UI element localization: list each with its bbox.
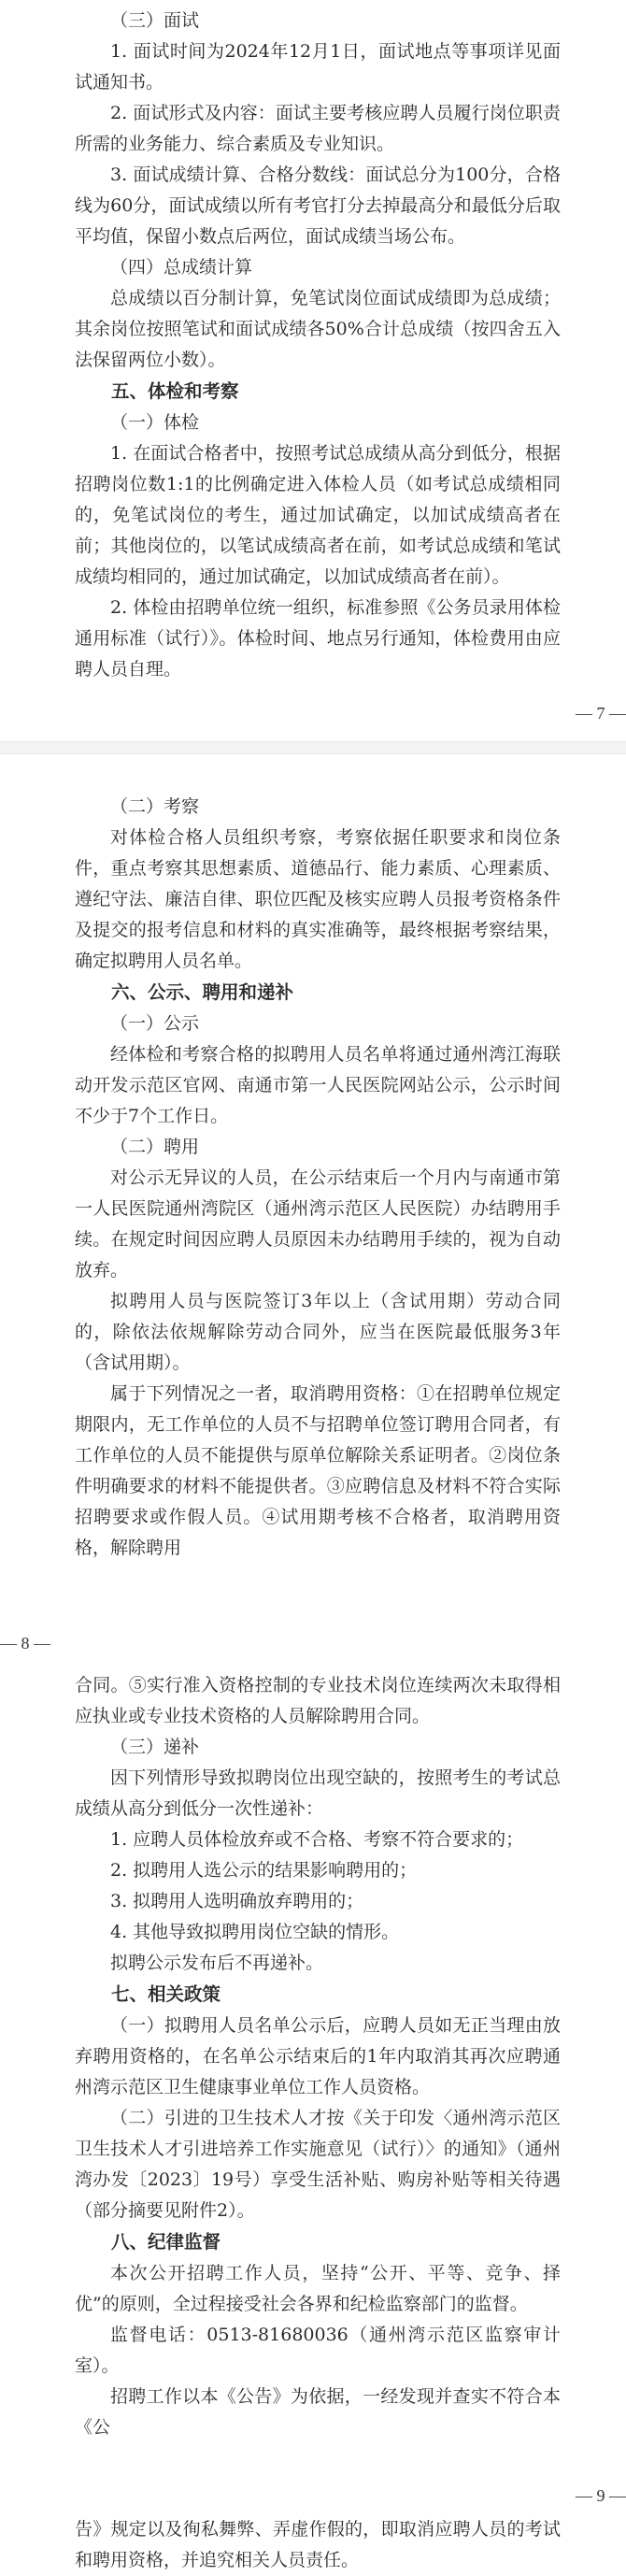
document-page-9 — [0, 1667, 626, 2443]
paragraph: 3. 面试成绩计算、合格分数线：面试总分为100分，合格线为60分，面试成绩以所有考官打分去掉最高分和最低分后取平均值，保留小数点后两位，面试成绩当场公布。 — [75, 165, 561, 247]
subsection-heading: （一）体检 — [110, 412, 200, 433]
document-page-10 — [0, 2514, 626, 2576]
paragraph-continuation: 告》规定以及徇私舞弊、弄虚作假的，即取消应聘人员的考试和聘用资格，并追究相关人员责任。 — [75, 2519, 561, 2570]
document-page-8 — [0, 754, 626, 1564]
subsection-heading: （三）递补 — [110, 1737, 200, 1757]
paragraph: 本次公开招聘工作人员，坚持“公开、平等、竞争、择优”的原则，全过程接受社会各界和纪检监察部门的监督。 — [75, 2263, 561, 2314]
paragraph: 经体检和考察合格的拟聘用人员名单将通过通州湾江海联动开发示范区官网、南通市第一人民医院网站公示，公示时间不少于7个工作日。 — [75, 1044, 561, 1126]
paragraph: 招聘工作以本《公告》为依据，一经发现并查实不符合本《公 — [75, 2386, 561, 2438]
paragraph: 2. 拟聘用人选公示的结果影响聘用的； — [110, 1860, 418, 1881]
paragraph: 拟聘公示发布后不再递补。 — [110, 1953, 324, 1973]
subsection-heading: （一）公示 — [110, 1013, 200, 1034]
paragraph: 1. 应聘人员体检放弃或不合格、考察不符合要求的； — [110, 1829, 524, 1850]
paragraph: 对公示无异议的人员，在公示结束后一个月内与南通市第一人民医院通州湾院区（通州湾示范区人民医院）办结聘用手续。在规定时间因应聘人员原因未办结聘用手续的，视为自动放弃。 — [75, 1167, 561, 1281]
paragraph: （二）引进的卫生技术人才按《关于印发〈通州湾示范区卫生技术人才引进培养工作实施意见（试行）〉的通知》（通州湾办发〔2023〕19号）享受生活补贴、购房补贴等相关待遇（部分摘要见附件2）。 — [75, 2108, 561, 2221]
paragraph: 2. 体检由招聘单位统一组织，标准参照《公务员录用体检通用标准（试行）》。体检时间、地点另行通知，体检费用由应聘人员自理。 — [75, 597, 561, 680]
page-separator — [0, 741, 626, 754]
paragraph: （一）拟聘用人员名单公示后，应聘人员如无正当理由放弃聘用资格的，在名单公示结束后的1年内取消其再次应聘通州湾示范区卫生健康事业单位工作人员资格。 — [75, 2015, 561, 2097]
subsection-heading: （三）面试 — [110, 10, 200, 31]
paragraph: 1. 面试时间为2024年12月1日，面试地点等事项详见面试通知书。 — [75, 41, 561, 93]
paragraph: 3. 拟聘用人选明确放弃聘用的； — [110, 1891, 364, 1911]
paragraph: 监督电话：0513-81680036（通州湾示范区监察审计室）。 — [75, 2325, 561, 2376]
paragraph: 拟聘用人员与医院签订3年以上（含试用期）劳动合同的，除依法依规解除劳动合同外，应当在医院最低服务3年（含试用期）。 — [75, 1291, 561, 1373]
subsection-heading: （二）考察 — [110, 796, 200, 817]
page-number-7: — 7 — — [0, 685, 626, 741]
subsection-heading: （四）总成绩计算 — [110, 257, 253, 278]
paragraph: 4. 其他导致拟聘用岗位空缺的情形。 — [110, 1922, 400, 1942]
paragraph: 因下列情形导致拟聘岗位出现空缺的，按照考生的考试总成绩从高分到低分一次性递补： — [75, 1767, 561, 1819]
section-heading: 六、公示、聘用和递补 — [111, 981, 294, 1003]
paragraph: 属于下列情况之一者，取消聘用资格：①在招聘单位规定期限内，无工作单位的人员不与招聘单位签订聘用合同者，有工作单位的人员不能提供与原单位解除关系证明者。②岗位条件明确要求的材料不能提供者。③应聘信息及材料不符合实际招聘要求或作假人员。④试用期考核不合格者，取消聘用资格，解除聘用 — [75, 1383, 561, 1558]
document-page-7 — [0, 0, 626, 685]
paragraph: 1. 在面试合格者中，按照考试总成绩从高分到低分，根据招聘岗位数1:1的比例确定进入体检人员（如考试总成绩相同的，免笔试岗位的考生，通过加试确定，以加试成绩高者在前；其他岗位的，以笔试成绩高者在前，如考试总成绩和笔试成绩均相同的，通过加试确定，以加试成绩高者在前）。 — [75, 443, 561, 587]
paragraph: 2. 面试形式及内容：面试主要考核应聘人员履行岗位职责所需的业务能力、综合素质及专业知识。 — [75, 103, 561, 154]
page-number-9: — 9 — — [0, 2477, 626, 2514]
paragraph: 总成绩以百分制计算，免笔试岗位面试成绩即为总成绩；其余岗位按照笔试和面试成绩各50%合计总成绩（按四舍五入法保留两位小数）。 — [75, 288, 561, 370]
subsection-heading: （二）聘用 — [110, 1137, 200, 1157]
page-number-8: — 8 — — [0, 1620, 626, 1667]
paragraph-continuation: 合同。⑤实行准入资格控制的专业技术岗位连续两次未取得相应执业或专业技术资格的人员解除聘用合同。 — [75, 1675, 561, 1726]
section-heading: 五、体检和考察 — [111, 380, 239, 402]
paragraph: 对体检合格人员组织考察，考察依据任职要求和岗位条件，重点考察其思想素质、道德品行、能力素质、心理素质、遵纪守法、廉洁自律、职位匹配及核实应聘人员报考资格条件及提交的报考信息和材料的真实准确等，最终根据考察结果，确定拟聘用人员名单。 — [75, 827, 561, 971]
section-heading: 八、纪律监督 — [111, 2231, 221, 2253]
section-heading: 七、相关政策 — [111, 1983, 221, 2005]
